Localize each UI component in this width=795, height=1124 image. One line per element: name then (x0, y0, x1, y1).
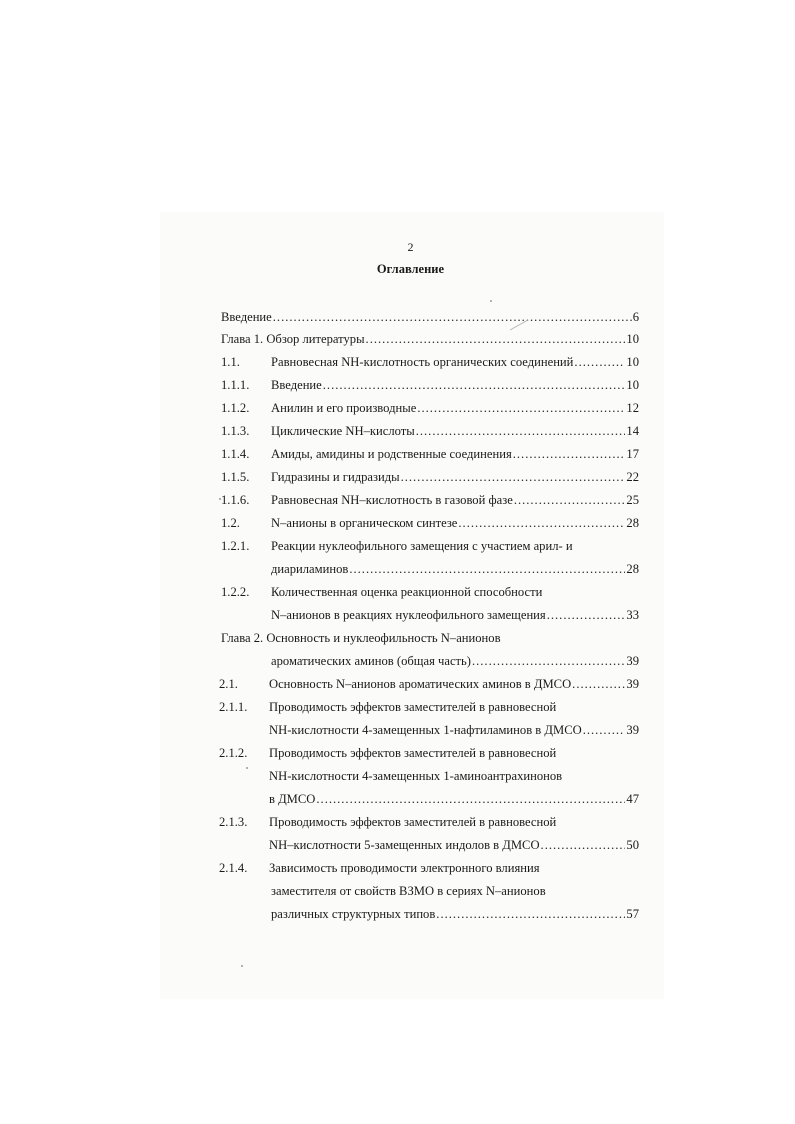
dot-leader (436, 906, 625, 922)
toc-entry[interactable] (269, 676, 639, 692)
toc-entry-text: Основность N–анионов ароматических аминов в ДМСО (269, 677, 572, 691)
dot-leader (316, 791, 625, 807)
toc-entry-page: 50 (626, 838, 639, 852)
toc-entry-text: Зависимость проводимости электронного влияния (269, 861, 540, 875)
toc-entry-text: ароматических аминов (общая часть) (271, 654, 471, 668)
toc-entry-text: Глава 2. Основность и нуклеофильность N–анионов (221, 631, 501, 645)
toc-entry[interactable] (271, 607, 639, 623)
toc-entry[interactable] (271, 584, 542, 600)
toc-entry-text: Проводимость эффектов заместителей в равновесной (269, 746, 557, 760)
toc-entry[interactable] (221, 331, 639, 347)
toc-entry[interactable] (271, 515, 639, 531)
toc-entry-number: 2.1.4. (219, 861, 248, 875)
toc-entry-number: 1.1.4. (221, 447, 250, 461)
toc-entry-number: 1.1.5. (221, 470, 250, 484)
toc-entry-text: Проводимость эффектов заместителей в равновесной (269, 815, 557, 829)
toc-entry-page: 6 (632, 310, 639, 324)
scan-speck (246, 767, 248, 769)
toc-entry-text: диариламинов (271, 562, 349, 576)
toc-entry[interactable] (269, 837, 639, 853)
toc-entry-number: 1.1.3. (221, 424, 250, 438)
toc-entry[interactable] (269, 745, 556, 761)
toc-entry-number: 2.1.2. (219, 746, 248, 760)
toc-entry-text: Глава 1. Обзор литературы (221, 332, 365, 346)
toc-entry-page: 57 (626, 907, 639, 921)
toc-entry-page: 17 (626, 447, 639, 461)
toc-entry-text: Амиды, амидины и родственные соединения (271, 447, 512, 461)
toc-entry-page: 39 (626, 654, 639, 668)
toc-entry-text: Количественная оценка реакционной способности (271, 585, 543, 599)
toc-entry-page: 10 (626, 332, 639, 346)
dot-leader (513, 446, 626, 462)
toc-entry[interactable] (271, 423, 639, 439)
dot-leader (416, 423, 626, 439)
toc-entry-number: 1.1.2. (221, 401, 250, 415)
toc-entry-page: 14 (626, 424, 639, 438)
dot-leader (547, 607, 626, 623)
toc-entry[interactable] (271, 354, 639, 370)
toc-entry-page: 10 (626, 378, 639, 392)
toc-entry-number: 1.2.2. (221, 585, 250, 599)
toc-entry-page: 10 (626, 355, 639, 369)
toc-entry-text: Анилин и его производные (271, 401, 417, 415)
toc-entry-number: 2.1.1. (219, 700, 248, 714)
dot-leader (572, 676, 625, 692)
dot-leader (458, 515, 625, 531)
toc-entry[interactable] (269, 699, 556, 715)
dot-leader (514, 492, 626, 508)
toc-entry-page: 33 (626, 608, 639, 622)
toc-entry-number: 2.1. (219, 677, 238, 691)
toc-entry-number: 2.1.3. (219, 815, 248, 829)
scan-speck (490, 300, 492, 302)
toc-entry[interactable] (269, 814, 556, 830)
dot-leader (349, 561, 625, 577)
dot-leader (417, 400, 625, 416)
toc-entry[interactable] (271, 538, 573, 554)
scan-mark (508, 318, 530, 332)
dot-leader (472, 653, 625, 669)
toc-entry-page: 28 (626, 562, 639, 576)
toc-entry-text: заместителя от свойств ВЗМО в сериях N–анионов (271, 884, 546, 898)
toc-entry[interactable] (269, 791, 639, 807)
dot-leader (366, 331, 626, 347)
toc-entry-text: Проводимость эффектов заместителей в равновесной (269, 700, 557, 714)
toc-entry[interactable] (271, 446, 639, 462)
toc-entry-page: 39 (626, 677, 639, 691)
toc-entry[interactable] (221, 309, 639, 325)
toc-entry-text: в ДМСО (269, 792, 316, 806)
dot-leader (323, 377, 626, 393)
toc-entry-text: Равновесная NH-кислотность органических соединений (271, 355, 574, 369)
toc-entry[interactable] (271, 400, 639, 416)
toc-entry-page: 22 (626, 470, 639, 484)
scan-speck (219, 498, 221, 500)
toc-entry-text: N–анионов в реакциях нуклеофильного замещения (271, 608, 546, 622)
toc-entry[interactable] (271, 377, 639, 393)
toc-entry-text: Гидразины и гидразиды (271, 470, 400, 484)
toc-entry[interactable] (271, 906, 639, 922)
page-title: Оглавление (376, 262, 445, 276)
toc-entry-number: 1.1. (221, 355, 240, 369)
toc-entry[interactable] (269, 722, 639, 738)
toc-entry-number: 1.2. (221, 516, 240, 530)
dot-leader (541, 837, 626, 853)
toc-entry[interactable] (271, 469, 639, 485)
toc-entry[interactable] (271, 492, 639, 508)
toc-entry-text: Введение (271, 378, 322, 392)
dot-leader (583, 722, 626, 738)
dot-leader (273, 309, 632, 325)
toc-entry-page: 39 (626, 723, 639, 737)
toc-entry-text: Циклические NH–кислоты (271, 424, 415, 438)
toc-entry[interactable] (271, 883, 546, 899)
toc-entry-page: 25 (626, 493, 639, 507)
toc-entry[interactable] (269, 768, 562, 784)
toc-entry-number: 1.1.6. (221, 493, 250, 507)
toc-entry-text: N–анионы в органическом синтезе (271, 516, 458, 530)
toc-entry-page: 47 (626, 792, 639, 806)
toc-entry[interactable] (269, 860, 540, 876)
dot-leader (574, 354, 625, 370)
toc-entry-text: различных структурных типов (271, 907, 436, 921)
toc-entry-text: Введение (221, 310, 272, 324)
scan-speck (241, 965, 243, 967)
dot-leader (401, 469, 626, 485)
toc-entry-number: 1.1.1. (221, 378, 250, 392)
toc-entry-text: NH-кислотности 4-замещенных 1-нафтиламинов в ДМСО (269, 723, 582, 737)
page-number: 2 (407, 240, 414, 254)
toc-entry-page: 12 (626, 401, 639, 415)
toc-entry[interactable] (271, 561, 639, 577)
toc-entry-text: Равновесная NH–кислотность в газовой фазе (271, 493, 513, 507)
toc-entry-page: 28 (626, 516, 639, 530)
toc-entry-text: NH-кислотности 4-замещенных 1-аминоантрахинонов (269, 769, 563, 783)
toc-entry-number: 1.2.1. (221, 539, 250, 553)
toc-entry[interactable] (221, 630, 501, 646)
toc-entry-text: Реакции нуклеофильного замещения с участием арил- и (271, 539, 573, 553)
toc-entry[interactable] (271, 653, 639, 669)
toc-entry-text: NH–кислотности 5-замещенных индолов в ДМСО (269, 838, 540, 852)
